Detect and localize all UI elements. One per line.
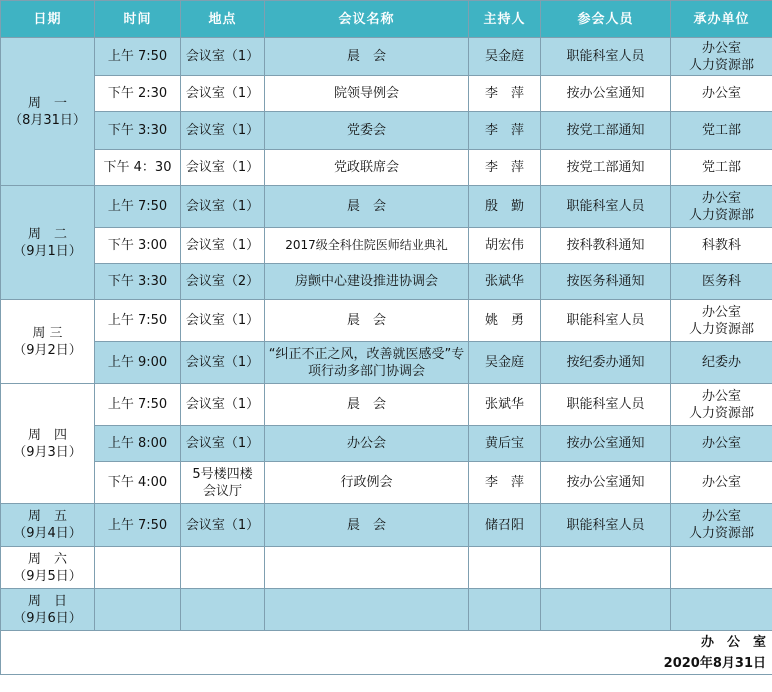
table-row [1,76,772,112]
meeting-name-cell: 晨 会 [265,300,469,342]
day-cell [1,300,95,384]
place-cell: 会议室（1） [181,342,265,384]
day-label: 周 日 [27,593,67,609]
host-cell: 张斌华 [469,264,541,300]
organizer-cell: 办公室 [671,462,772,504]
day-date: （8月31日） [9,112,86,128]
empty-cell [541,589,671,631]
empty-cell [181,547,265,589]
empty-cell [265,547,469,589]
day-cell [1,384,95,504]
attendees-cell: 职能科室人员 [541,384,671,426]
meeting-name-cell: 晨 会 [265,384,469,426]
time-cell: 下午 4：30 [95,150,181,186]
time-cell: 上午 7:50 [95,504,181,547]
attendees-cell: 职能科室人员 [541,504,671,547]
place-cell: 会议室（1） [181,38,265,76]
place-cell: 会议室（1） [181,150,265,186]
time-cell: 下午 3:30 [95,264,181,300]
day-label: 周 一 [27,95,67,111]
time-cell: 上午 7:50 [95,384,181,426]
header-place: 地点 [181,1,265,38]
time-cell: 上午 7:50 [95,300,181,342]
table-row [1,384,772,426]
day-label: 周 六 [27,551,67,567]
empty-cell [541,547,671,589]
day-cell [1,504,95,547]
day-date: （9月1日） [13,243,82,259]
place-cell: 会议室（1） [181,300,265,342]
time-cell: 上午 7:50 [95,38,181,76]
host-cell: 李 萍 [469,76,541,112]
host-cell: 储召阳 [469,504,541,547]
meeting-name-cell: 晨 会 [265,186,469,228]
time-cell: 下午 3:30 [95,112,181,150]
organizer-cell: 党工部 [671,150,772,186]
day-date: （9月5日） [13,568,82,584]
empty-cell [95,589,181,631]
header-attendees: 参会人员 [541,1,671,38]
place-cell: 会议室（1） [181,504,265,547]
meeting-name-cell: 办公会 [265,426,469,462]
time-cell: 下午 4:00 [95,462,181,504]
table-row [1,589,772,631]
attendees-cell: 按办公室通知 [541,462,671,504]
table-row [1,342,772,384]
empty-cell [469,589,541,631]
place-cell: 会议室（1） [181,186,265,228]
table-row [1,300,772,342]
attendees-cell: 按医务科通知 [541,264,671,300]
footer-office: 办 公 室 [700,634,766,650]
header-meeting-name: 会议名称 [265,1,469,38]
day-date: （9月2日） [13,342,82,358]
host-cell: 吴金庭 [469,38,541,76]
day-label: 周 三 [32,325,63,341]
meeting-name-cell: 党委会 [265,112,469,150]
empty-cell [671,547,772,589]
organizer-cell: 纪委办 [671,342,772,384]
day-date: （9月3日） [13,444,82,460]
day-cell [1,38,95,186]
host-cell: 李 萍 [469,150,541,186]
host-cell: 吴金庭 [469,342,541,384]
time-cell: 下午 2:30 [95,76,181,112]
table-row [1,150,772,186]
host-cell: 李 萍 [469,112,541,150]
meeting-name-cell: “纠正不正之风，改善就医感受”专项行动多部门协调会 [265,342,469,384]
meeting-name-cell: 行政例会 [265,462,469,504]
table-row [1,462,772,504]
place-cell: 5号楼四楼 会议厅 [181,462,265,504]
attendees-cell: 按党工部通知 [541,112,671,150]
table-row [1,264,772,300]
empty-cell [469,547,541,589]
place-cell: 会议室（1） [181,76,265,112]
host-cell: 李 萍 [469,462,541,504]
place-cell: 会议室（1） [181,384,265,426]
day-cell [1,547,95,589]
organizer-cell: 办公室 人力资源部 [671,186,772,228]
time-cell: 上午 7:50 [95,186,181,228]
footer-cell [1,631,772,675]
meeting-name-cell: 晨 会 [265,38,469,76]
organizer-cell: 办公室 人力资源部 [671,300,772,342]
footer-row [1,631,772,675]
day-date: （9月4日） [13,526,82,541]
empty-cell [95,547,181,589]
day-label: 周 五 [27,509,67,524]
host-cell: 殷 勤 [469,186,541,228]
table-row [1,186,772,228]
attendees-cell: 按办公室通知 [541,426,671,462]
time-cell: 下午 3:00 [95,228,181,264]
organizer-cell: 办公室 人力资源部 [671,384,772,426]
organizer-cell: 办公室 [671,76,772,112]
header-time: 时间 [95,1,181,38]
day-cell [1,186,95,300]
place-cell: 会议室（1） [181,426,265,462]
table-row [1,426,772,462]
time-cell: 上午 8:00 [95,426,181,462]
meeting-name-cell: 2017级全科住院医师结业典礼 [265,228,469,264]
header-row [1,1,772,38]
table-row [1,38,772,76]
footer-date: 2020年8月31日 [663,655,766,671]
table-row [1,547,772,589]
attendees-cell: 按科教科通知 [541,228,671,264]
attendees-cell: 职能科室人员 [541,186,671,228]
place-cell: 会议室（1） [181,228,265,264]
day-label: 周 四 [27,427,67,443]
day-date: （9月6日） [13,610,82,626]
header-organizer: 承办单位 [671,1,772,38]
empty-cell [265,589,469,631]
meeting-name-cell: 房颤中心建设推进协调会 [265,264,469,300]
header-host: 主持人 [469,1,541,38]
attendees-cell: 按纪委办通知 [541,342,671,384]
header-date: 日期 [1,1,95,38]
attendees-cell: 按办公室通知 [541,76,671,112]
empty-cell [671,589,772,631]
organizer-cell: 医务科 [671,264,772,300]
organizer-cell: 办公室 人力资源部 [671,38,772,76]
organizer-cell: 党工部 [671,112,772,150]
host-cell: 黄后宝 [469,426,541,462]
meeting-name-cell: 党政联席会 [265,150,469,186]
organizer-cell: 办公室 [671,426,772,462]
day-cell [1,589,95,631]
host-cell: 张斌华 [469,384,541,426]
place-cell: 会议室（1） [181,112,265,150]
table-row [1,228,772,264]
host-cell: 姚 勇 [469,300,541,342]
meeting-name-cell: 院领导例会 [265,76,469,112]
organizer-cell: 办公室 人力资源部 [671,504,772,547]
place-cell: 会议室（2） [181,264,265,300]
host-cell: 胡宏伟 [469,228,541,264]
attendees-cell: 职能科室人员 [541,300,671,342]
organizer-cell: 科教科 [671,228,772,264]
meeting-name-cell: 晨 会 [265,504,469,547]
table-row [1,504,772,547]
attendees-cell: 职能科室人员 [541,38,671,76]
empty-cell [181,589,265,631]
day-label: 周 二 [27,226,67,242]
table-row [1,112,772,150]
attendees-cell: 按党工部通知 [541,150,671,186]
time-cell: 上午 9:00 [95,342,181,384]
